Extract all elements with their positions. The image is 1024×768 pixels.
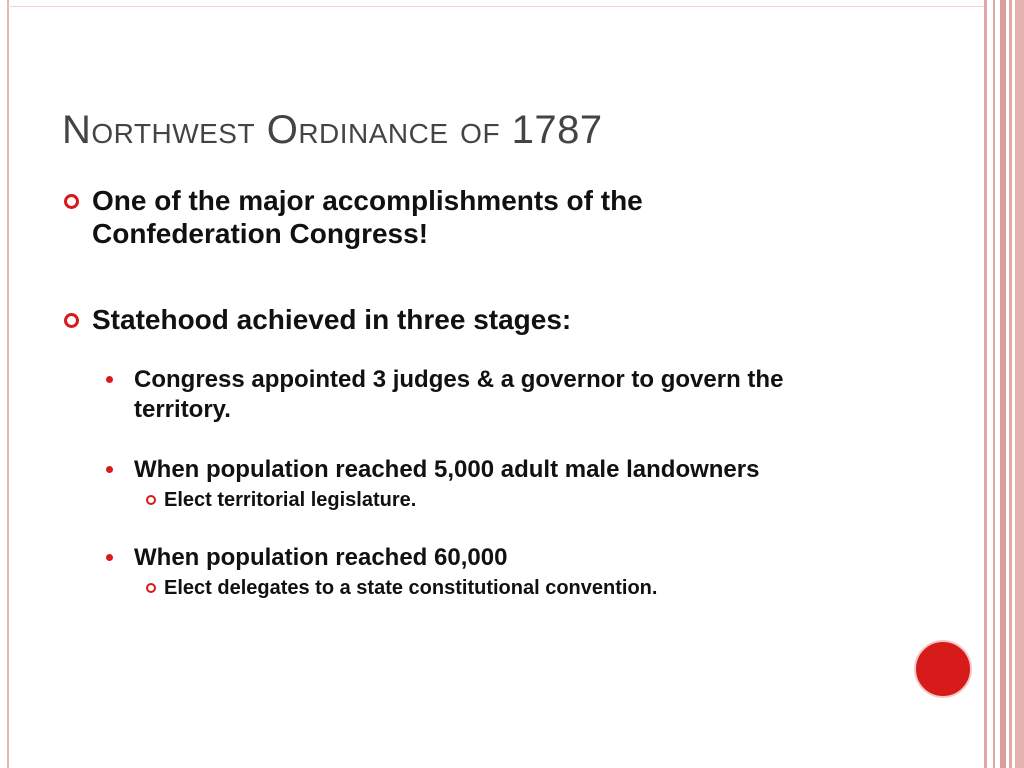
bullet-level2-item <box>62 543 822 573</box>
bullet-text: Elect delegates to a state constitutional convention. <box>164 577 658 599</box>
spacer <box>62 336 822 365</box>
bullet-text: Statehood achieved in three stages: <box>92 304 572 335</box>
top-border-line <box>7 6 985 7</box>
hollow-red-circle-icon <box>64 194 79 209</box>
bullet-level2-item <box>62 455 822 485</box>
slide-title: Northwest Ordinance of 1787 <box>62 108 603 152</box>
bullet-text: Congress appointed 3 judges & a governor to govern the territory. <box>134 366 784 423</box>
bullet-text: When population reached 5,000 adult male landowners <box>134 456 760 483</box>
red-dot-icon <box>106 466 113 473</box>
bullet-text: One of the major accomplishments of the Confederation Congress! <box>92 185 643 249</box>
red-dot-icon <box>106 554 113 561</box>
bullet-level1-item <box>62 303 822 336</box>
spacer <box>62 513 822 543</box>
bullet-text: When population reached 60,000 <box>134 544 508 571</box>
bullet-level3-item <box>62 575 822 601</box>
hollow-red-circle-icon <box>146 583 156 593</box>
spacer <box>62 250 822 303</box>
spacer <box>62 425 822 455</box>
red-circle-icon <box>914 640 972 698</box>
red-dot-icon <box>106 376 113 383</box>
hollow-red-circle-icon <box>146 495 156 505</box>
stripe <box>1015 0 1024 768</box>
hollow-red-circle-icon <box>64 313 79 328</box>
left-border-line <box>7 0 9 768</box>
slide-content <box>62 184 822 601</box>
bullet-level2-item <box>62 365 822 425</box>
right-stripe-decoration <box>984 0 1024 768</box>
bullet-level1-item <box>62 184 822 250</box>
bullet-text: Elect territorial legislature. <box>164 489 417 511</box>
bullet-level3-item <box>62 487 822 513</box>
